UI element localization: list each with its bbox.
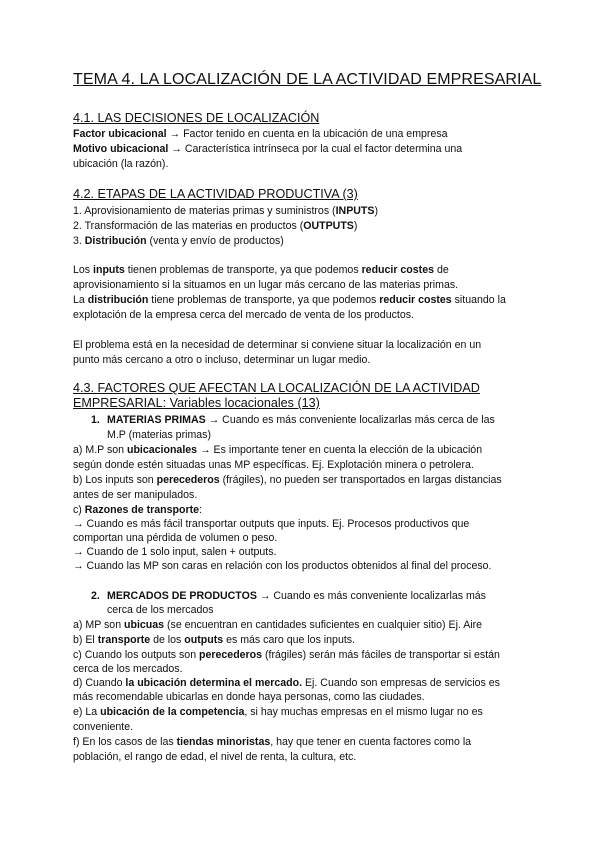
text-line: población, el rango de edad, el nivel de renta, la cultura, etc. bbox=[73, 751, 357, 763]
subheading-mercados-productos: MERCADOS DE PRODUCTOS → Cuando es más conveniente localizarlas más bbox=[107, 590, 486, 602]
list-number: 1. bbox=[91, 414, 100, 426]
list-item: 2. Transformación de las materias en productos (OUTPUTS) bbox=[73, 220, 358, 232]
text-line: explotación de la empresa cerca del mercado de venta de los productos. bbox=[73, 309, 414, 321]
text-line: → Cuando es más fácil transportar outputs que inputs. Ej. Procesos productivos que bbox=[73, 518, 470, 530]
text-line: c) Razones de transporte: bbox=[73, 504, 202, 516]
text-line: más recomendable ubicarlas en donde haya personas, como las ciudades. bbox=[73, 691, 425, 703]
definition-motivo-ubicacional: Motivo ubicacional → Característica intrínseca por la cual el factor determina una bbox=[73, 143, 463, 155]
subheading-materias-primas: MATERIAS PRIMAS → Cuando es más conveniente localizarlas más cerca de las bbox=[107, 414, 495, 426]
section-4-3-heading: 4.3. FACTORES QUE AFECTAN LA LOCALIZACIÓN DE LA ACTIVIDAD bbox=[73, 381, 480, 395]
text-line: cerca de los mercados bbox=[107, 604, 214, 616]
text-line: antes de ser manipulados. bbox=[73, 489, 198, 501]
section-4-3-heading-cont: EMPRESARIAL: Variables locacionales (13) bbox=[73, 396, 320, 410]
definition-factor-ubicacional: Factor ubicacional → Factor tenido en cuenta en la ubicación de una empresa bbox=[73, 128, 448, 140]
text-line: comportan una pérdida de volumen o peso. bbox=[73, 532, 278, 544]
page-title: TEMA 4. LA LOCALIZACIÓN DE LA ACTIVIDAD EMPRESARIAL bbox=[73, 71, 542, 88]
list-number: 2. bbox=[91, 590, 100, 602]
text-line: aprovisionamiento si la situamos en un lugar más cercano de las materias primas. bbox=[73, 279, 459, 291]
text-line: Los inputs tienen problemas de transporte, ya que podemos reducir costes de bbox=[73, 264, 449, 276]
list-item: 3. Distribución (venta y envío de productos) bbox=[73, 235, 284, 247]
text-line: c) Cuando los outputs son perecederos (frágiles) serán más fáciles de transportar si están bbox=[73, 649, 500, 661]
text-line: b) Los inputs son perecederos (frágiles), no pueden ser transportados en largas distancias bbox=[73, 474, 502, 486]
text-line: f) En los casos de las tiendas minoristas, hay que tener en cuenta factores como la bbox=[73, 736, 472, 748]
text-line: → Cuando las MP son caras en relación con los productos obtenidos al final del proceso. bbox=[73, 560, 492, 572]
text-line: M.P (materias primas) bbox=[107, 429, 211, 441]
text-line: a) MP son ubicuas (se encuentran en cantidades suficientes en cualquier sitio) Ej. Aire bbox=[73, 619, 483, 631]
text-line: d) Cuando la ubicación determina el mercado. Ej. Cuando son empresas de servicios es bbox=[73, 677, 500, 689]
text-line: e) La ubicación de la competencia, si hay muchas empresas en el mismo lugar no es bbox=[73, 706, 483, 718]
text-line: cerca de los mercados. bbox=[73, 663, 183, 675]
text-line: según donde estén situadas unas MP específicas. Ej. Explotación minera o petrolera. bbox=[73, 459, 474, 471]
section-4-1-heading: 4.1. LAS DECISIONES DE LOCALIZACIÓN bbox=[73, 111, 320, 125]
list-item: 1. Aprovisionamiento de materias primas y suministros (INPUTS) bbox=[73, 205, 378, 217]
section-4-2-heading: 4.2. ETAPAS DE LA ACTIVIDAD PRODUCTIVA (3) bbox=[73, 187, 358, 201]
text-line: La distribución tiene problemas de transporte, ya que podemos reducir costes situando la bbox=[73, 294, 506, 306]
text-line: punto más cercano a otro o incluso, determinar un lugar medio. bbox=[73, 354, 371, 366]
text-line: El problema está en la necesidad de determinar si conviene situar la localización en un bbox=[73, 339, 482, 351]
text-line: b) El transporte de los outputs es más caro que los inputs. bbox=[73, 634, 356, 646]
text-line: a) M.P son ubicacionales → Es importante tener en cuenta la elección de la ubicación bbox=[73, 444, 483, 456]
text-line: → Cuando de 1 solo input, salen + outputs. bbox=[73, 546, 277, 558]
text-line: conveniente. bbox=[73, 721, 134, 733]
text-line: ubicación (la razón). bbox=[73, 158, 169, 170]
